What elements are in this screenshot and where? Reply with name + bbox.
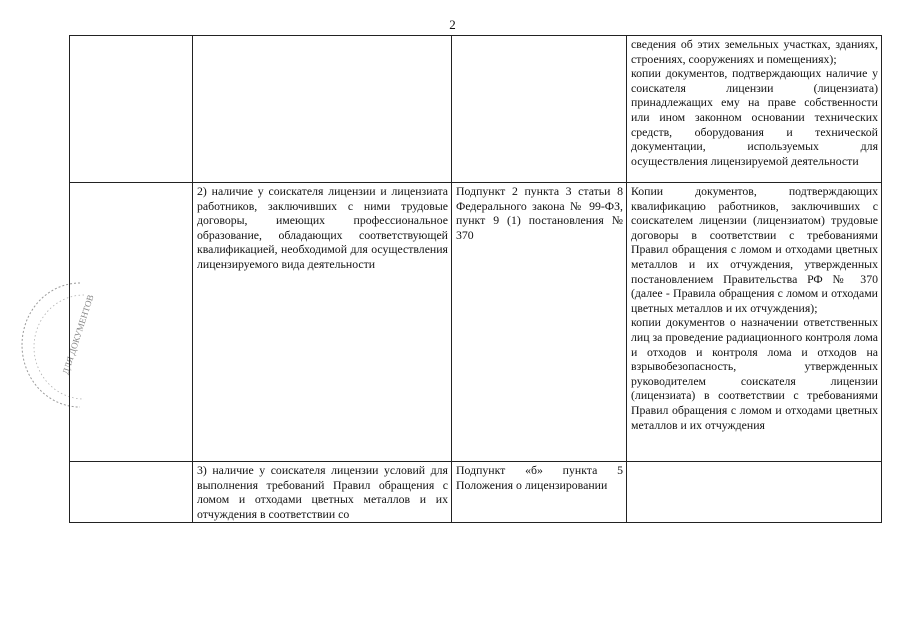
svg-text:ДЛЯ ДОКУМЕНТОВ: ДЛЯ ДОКУМЕНТОВ xyxy=(60,293,96,376)
table-row xyxy=(70,462,882,523)
legal-basis-cell: Подпункт 2 пункта 3 статьи 8 Федерального закона № 99-ФЗ, пункт 9 (1) постановления № 370 xyxy=(452,183,627,462)
requirement-cell xyxy=(193,36,452,183)
requirement-cell: 3) наличие у соискателя лицензии условий для выполнения требований Правил обращения с ломом и отходами цветных металлов и их отчуждения в соответствии со xyxy=(193,462,452,523)
requirement-cell: 2) наличие у соискателя лицензии и лицензиата работников, заключивших с ними трудовые договоры, имеющих профессиональное образование, обладающих соответствующей квалификацией, необходимой для осуществления лицензируемого вида деятельности xyxy=(193,183,452,462)
table-cell-empty xyxy=(70,36,193,183)
document-item: копии документов, подтверждающих наличие у соискателя лицензии (лицензиата) принадлежащих ему на праве собственности или ином законном основании технических средств, оборудования и технической документации, используемых для осуществления лицензируемой деятельности xyxy=(631,66,878,168)
table-row xyxy=(70,36,882,183)
page-number: 2 xyxy=(449,17,456,32)
document-item: копии документов о назначении ответственных лиц за проведение радиационного контроля лома и отходов и контроля лома и отходов на взрывобезопасность, утвержденных руководителем соискателя лицензии (лицензиата) в соответствии с требованиями Правил обращения с ломом и отходами цветных металлов и их отчуждения xyxy=(631,315,878,432)
document-item: сведения об этих земельных участках, зданиях, строениях, сооружениях и помещениях); xyxy=(631,37,878,66)
legal-basis-cell xyxy=(452,36,627,183)
documents-cell xyxy=(627,183,882,462)
documents-cell xyxy=(627,462,882,523)
requirements-table xyxy=(69,35,882,523)
legal-basis-cell: Подпункт «б» пункта 5 Положения о лицензировании xyxy=(452,462,627,523)
table-cell-empty xyxy=(70,183,193,462)
table-row xyxy=(70,183,882,462)
table-cell-empty xyxy=(70,462,193,523)
document-item: Копии документов, подтверждающих квалификацию работников, заключивших с соискателем лицензии (лицензиатом) трудовые договоры в соответствии с требованиями Правил обращения с ломом и отходами цветных металлов и их отчуждения, утвержденных постановлением Правительства РФ № 370 (далее - Правила обращения с ломом и отходами цветных металлов и их отчуждения); xyxy=(631,184,878,315)
documents-cell xyxy=(627,36,882,183)
